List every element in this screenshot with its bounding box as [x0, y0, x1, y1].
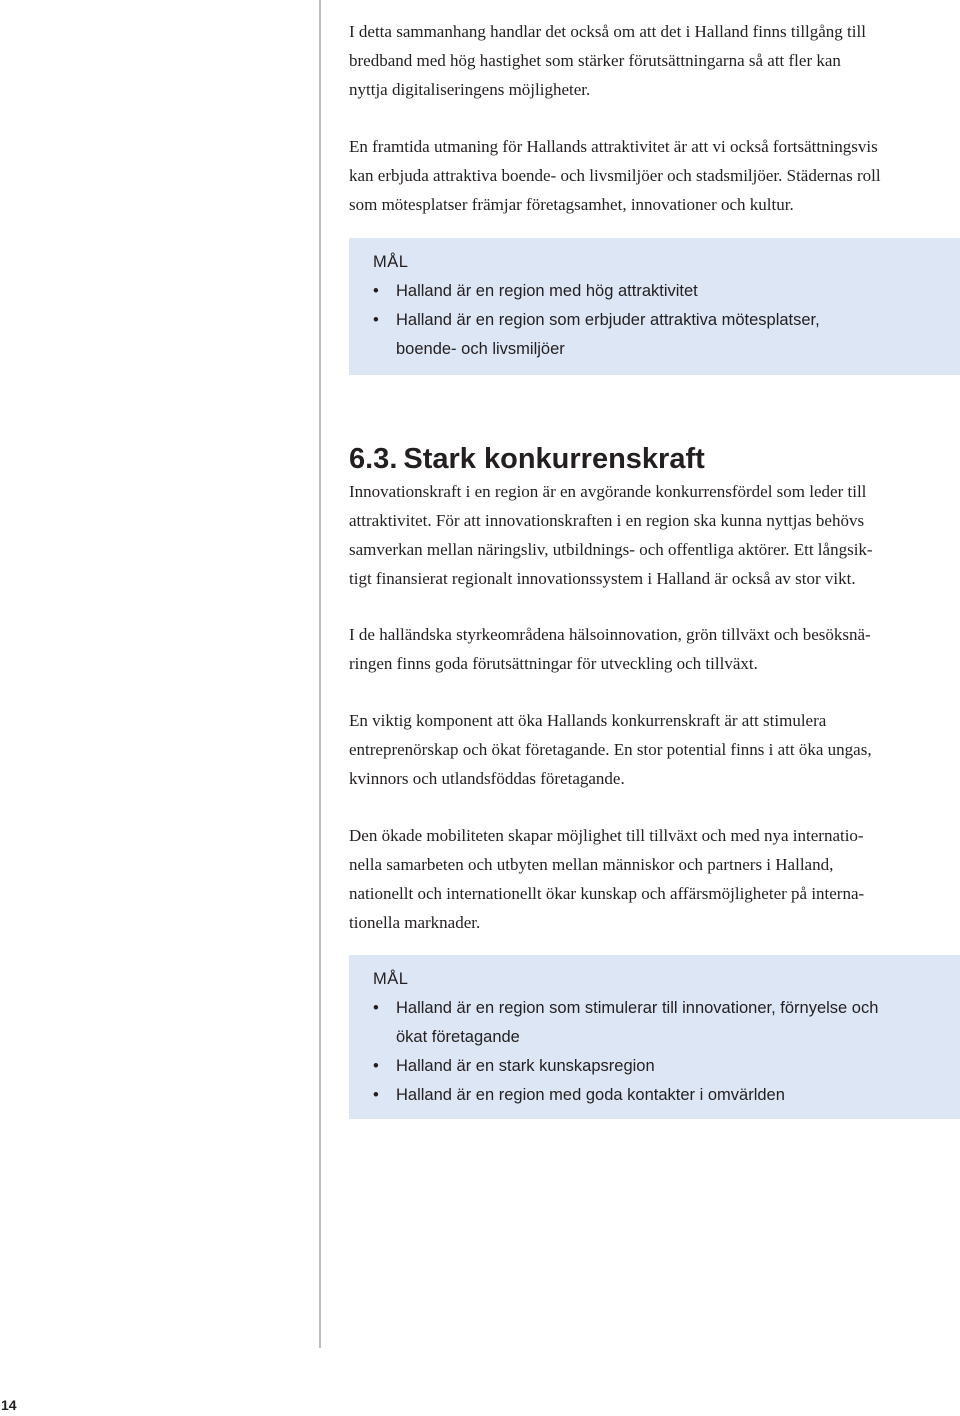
section-number: 6.3.: [349, 443, 398, 475]
goals-box-attractiveness: [349, 238, 960, 375]
margin-rule: [319, 0, 321, 1348]
bullet-icon: •: [373, 1086, 379, 1104]
goal-item: • Halland är en region med goda kontakter i omvärlden: [373, 1081, 940, 1110]
goals-box-competitiveness: [349, 955, 960, 1119]
goal-item: • Halland är en region med hög attraktivitet: [373, 277, 940, 306]
paragraph-innovation: Innovationskraft i en region är en avgörande konkurrensfördel som leder till attraktivitet. För att innovationskraften i en region ska kunna nyttjas behövs samverkan mellan näringsliv, utbildnings- och offentliga aktörer. Ett långsik- tigt finansierat regionalt innovationssystem i Halland är också av stor vikt.: [349, 482, 873, 588]
section-title: Stark konkurrenskraft: [403, 443, 705, 475]
paragraph-entrepreneurship: En viktig komponent att öka Hallands konkurrenskraft är att stimulera entreprenörskap och ökat företagande. En stor potential finns i att öka ungas, kvinnors och utlandsföddas företagande.: [349, 711, 872, 788]
goals-heading: MÅL: [373, 970, 409, 988]
section-heading: [349, 439, 705, 479]
goals-list: [373, 994, 940, 1110]
bullet-icon: •: [373, 999, 379, 1017]
paragraph-future-challenge: En framtida utmaning för Hallands attraktivitet är att vi också fortsättningsvis kan erbjuda attraktiva boende- och livsmiljöer och stadsmiljöer. Städernas roll som mötesplatser främjar företagsamhet, innovationer och kultur.: [349, 137, 881, 214]
bullet-icon: •: [373, 282, 379, 300]
bullet-icon: •: [373, 1057, 379, 1075]
paragraph-mobility: Den ökade mobiliteten skapar möjlighet till tillväxt och med nya internatio- nella samarbeten och utbyten mellan människor och partners i Halland, nationellt och internationellt ökar kunskap och affärsmöjligheter på interna- tionella marknader.: [349, 826, 865, 932]
goals-list: [373, 277, 940, 364]
goal-item: • Halland är en region som erbjuder attraktiva mötesplatser, boende- och livsmiljöer: [373, 306, 940, 364]
paragraph-strength-areas: I de halländska styrkeområdena hälsoinnovation, grön tillväxt och besöksnä- ringen finns goda förutsättningar för utveckling och tillväxt.: [349, 625, 871, 673]
goal-item: • Halland är en region som stimulerar till innovationer, förnyelse och ökat företagande: [373, 994, 940, 1052]
goals-heading: MÅL: [373, 253, 409, 271]
page-number: 14: [1, 1397, 17, 1413]
bullet-icon: •: [373, 311, 379, 329]
paragraph-broadband: I detta sammanhang handlar det också om att det i Halland finns tillgång till bredband med hög hastighet som stärker förutsättningarna så att fler kan nyttja digitaliseringens möjligheter.: [349, 22, 866, 99]
goal-item: • Halland är en stark kunskapsregion: [373, 1052, 940, 1081]
